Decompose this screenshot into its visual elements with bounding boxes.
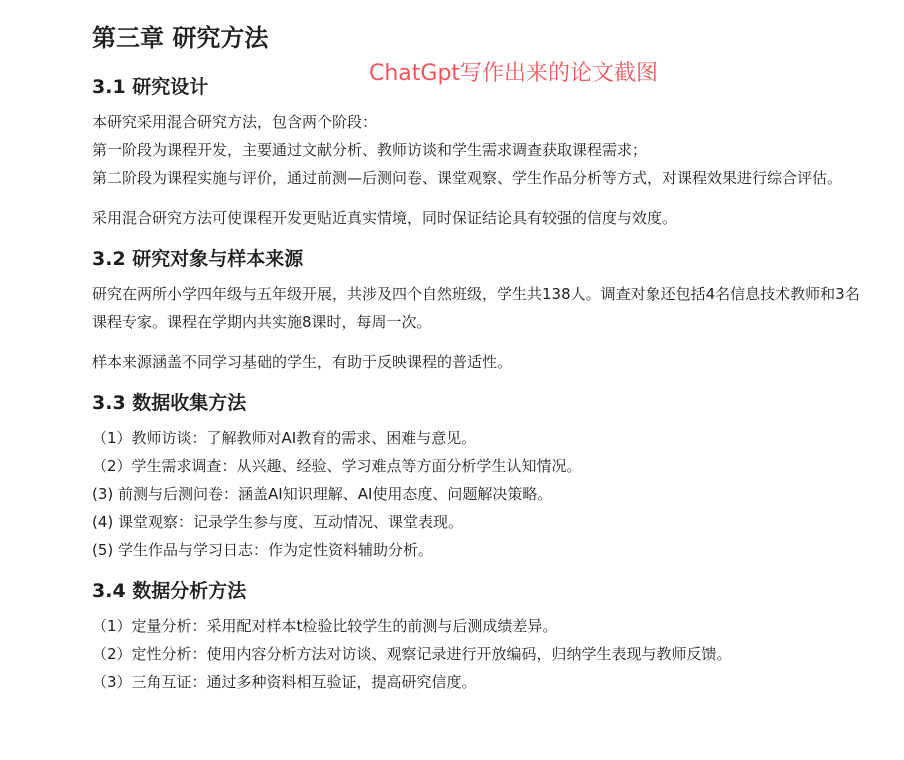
section-3-3-title: 3.3 数据收集方法: [92, 392, 247, 414]
section-3-4: [92, 574, 862, 696]
s33-item-2: （2）学生需求调查：从兴趣、经验、学习难点等方面分析学生认知情况。: [92, 457, 582, 475]
section-3-1: [92, 70, 862, 232]
s33-item-4: (4) 课堂观察：记录学生参与度、互动情况、课堂表现。: [92, 513, 464, 531]
s31-paragraph-3: 第二阶段为课程实施与评价，通过前测—后测问卷、课堂观察、学生作品分析等方式，对课程效果进行综合评估。: [92, 169, 843, 187]
section-3-3: [92, 386, 862, 564]
s33-item-1: （1）教师访谈：了解教师对AI教育的需求、困难与意见。: [92, 429, 477, 447]
s31-paragraph-1: 本研究采用混合研究方法，包含两个阶段：: [92, 113, 378, 131]
s33-item-5: (5) 学生作品与学习日志：作为定性资料辅助分析。: [92, 541, 434, 559]
chapter-title: 第三章 研究方法: [92, 24, 269, 52]
s34-item-3: （3）三角互证：通过多种资料相互验证，提高研究信度。: [92, 673, 477, 691]
s34-item-1: （1）定量分析：采用配对样本t检验比较学生的前测与后测成绩差异。: [92, 617, 558, 635]
section-3-1-title: 3.1 研究设计: [92, 76, 209, 98]
section-3-2-title: 3.2 研究对象与样本来源: [92, 248, 304, 270]
watermark-note: ChatGpt写作出来的论文截图: [369, 61, 659, 86]
s31-paragraph-2: 第一阶段为课程开发，主要通过文献分析、教师访谈和学生需求调查获取课程需求；: [92, 141, 648, 159]
s34-item-2: （2）定性分析：使用内容分析方法对访谈、观察记录进行开放编码，归纳学生表现与教师反馈。: [92, 645, 732, 663]
section-3-2: [92, 242, 862, 376]
document-body: [92, 18, 862, 696]
s31-paragraph-4: 采用混合研究方法可使课程开发更贴近真实情境，同时保证结论具有较强的信度与效度。: [92, 209, 678, 227]
section-3-4-title: 3.4 数据分析方法: [92, 580, 247, 602]
s33-item-3: (3) 前测与后测问卷：涵盖AI知识理解、AI使用态度、问题解决策略。: [92, 485, 553, 503]
s32-paragraph-1: 研究在两所小学四年级与五年级开展，共涉及四个自然班级，学生共138人。调查对象还包括4名信息技术教师和3名课程专家。课程在学期内共实施8课时，每周一次。: [92, 285, 860, 331]
s32-paragraph-2: 样本来源涵盖不同学习基础的学生，有助于反映课程的普适性。: [92, 353, 513, 371]
